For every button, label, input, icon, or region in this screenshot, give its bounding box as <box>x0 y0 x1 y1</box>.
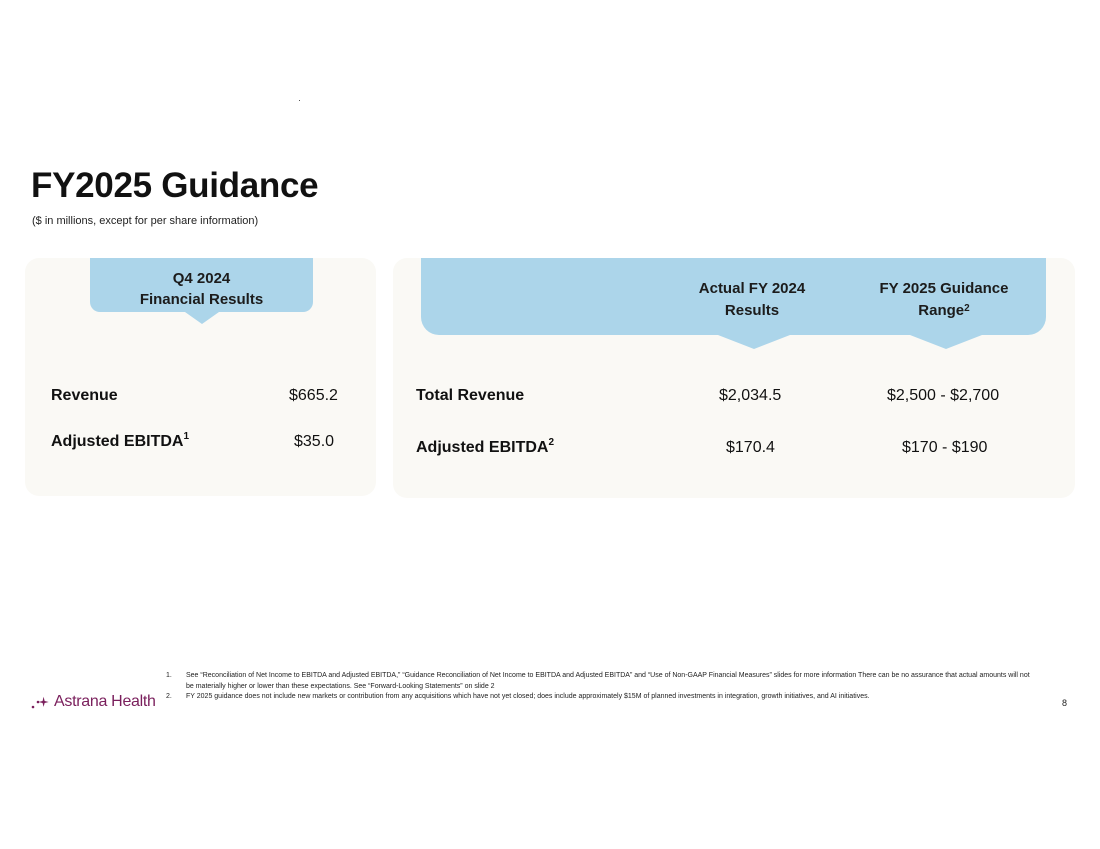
footnote-2: 2. FY 2025 guidance does not include new markets or contribution from any acquisitions which have not yet closed; does include approximately $15M of planned investments in integration, growth initiatives, and AI initiatives. <box>166 693 870 700</box>
footnote-ref: 2 <box>548 437 555 448</box>
right-row-ebitda-label: Adjusted EBITDA$^2$ <box>416 437 555 456</box>
header-pointer <box>910 335 982 349</box>
footnotes <box>166 671 1036 703</box>
q4-header-line1: Q4 2024 <box>172 270 231 287</box>
fy-guidance-header <box>421 258 1046 335</box>
right-row-revenue-actual: $2,034.5 <box>719 387 782 404</box>
right-row-ebitda-actual: $170.4 <box>726 439 775 456</box>
left-row-ebitda-value: $35.0 <box>294 433 335 450</box>
col-actual-fy2024-header: Actual FY 2024 Results <box>698 280 806 319</box>
q4-header-line2: Financial Results <box>139 291 264 308</box>
footnote-ref: 2 <box>964 303 970 314</box>
logo-text: Astrana Health <box>54 693 156 710</box>
sparkle-icon <box>31 695 51 709</box>
page-number: 8 <box>1062 698 1068 708</box>
col-fy2025-guidance-header: FY 2025 Guidance Range$^2$ <box>879 280 1009 319</box>
right-row-revenue-label: Total Revenue <box>416 387 525 404</box>
footnote-1: 1. See “Reconciliation of Net Income to EBITDA and Adjusted EBITDA,” “Guidance Reconciliation of Net Income to EBITDA and Adjusted EBITDA” and “Use of Non-GAAP Financial Measures” slides for more information There can be no assurance that actual amounts will not be materially higher or lower than these expectations. See “Forward-Looking Statements” on slide 2 <box>166 672 1030 690</box>
right-row-revenue-guidance: $2,500 - $2,700 <box>887 387 1000 404</box>
left-row-ebitda-label: Adjusted EBITDA$^1$ <box>51 431 190 450</box>
astrana-health-logo <box>31 693 156 711</box>
page-subtitle: ($ in millions, except for per share information) <box>32 215 259 227</box>
left-row-revenue-label: Revenue <box>51 387 118 404</box>
right-row-ebitda-guidance: $170 - $190 <box>902 439 988 456</box>
left-row-revenue-value: $665.2 <box>289 387 338 404</box>
header-pointer <box>185 312 219 324</box>
page-title: FY2025 Guidance <box>31 166 319 205</box>
header-pointer <box>718 335 790 349</box>
q4-results-header <box>90 258 313 312</box>
footnote-ref: 1 <box>183 431 190 442</box>
decorative-dot <box>299 100 300 101</box>
